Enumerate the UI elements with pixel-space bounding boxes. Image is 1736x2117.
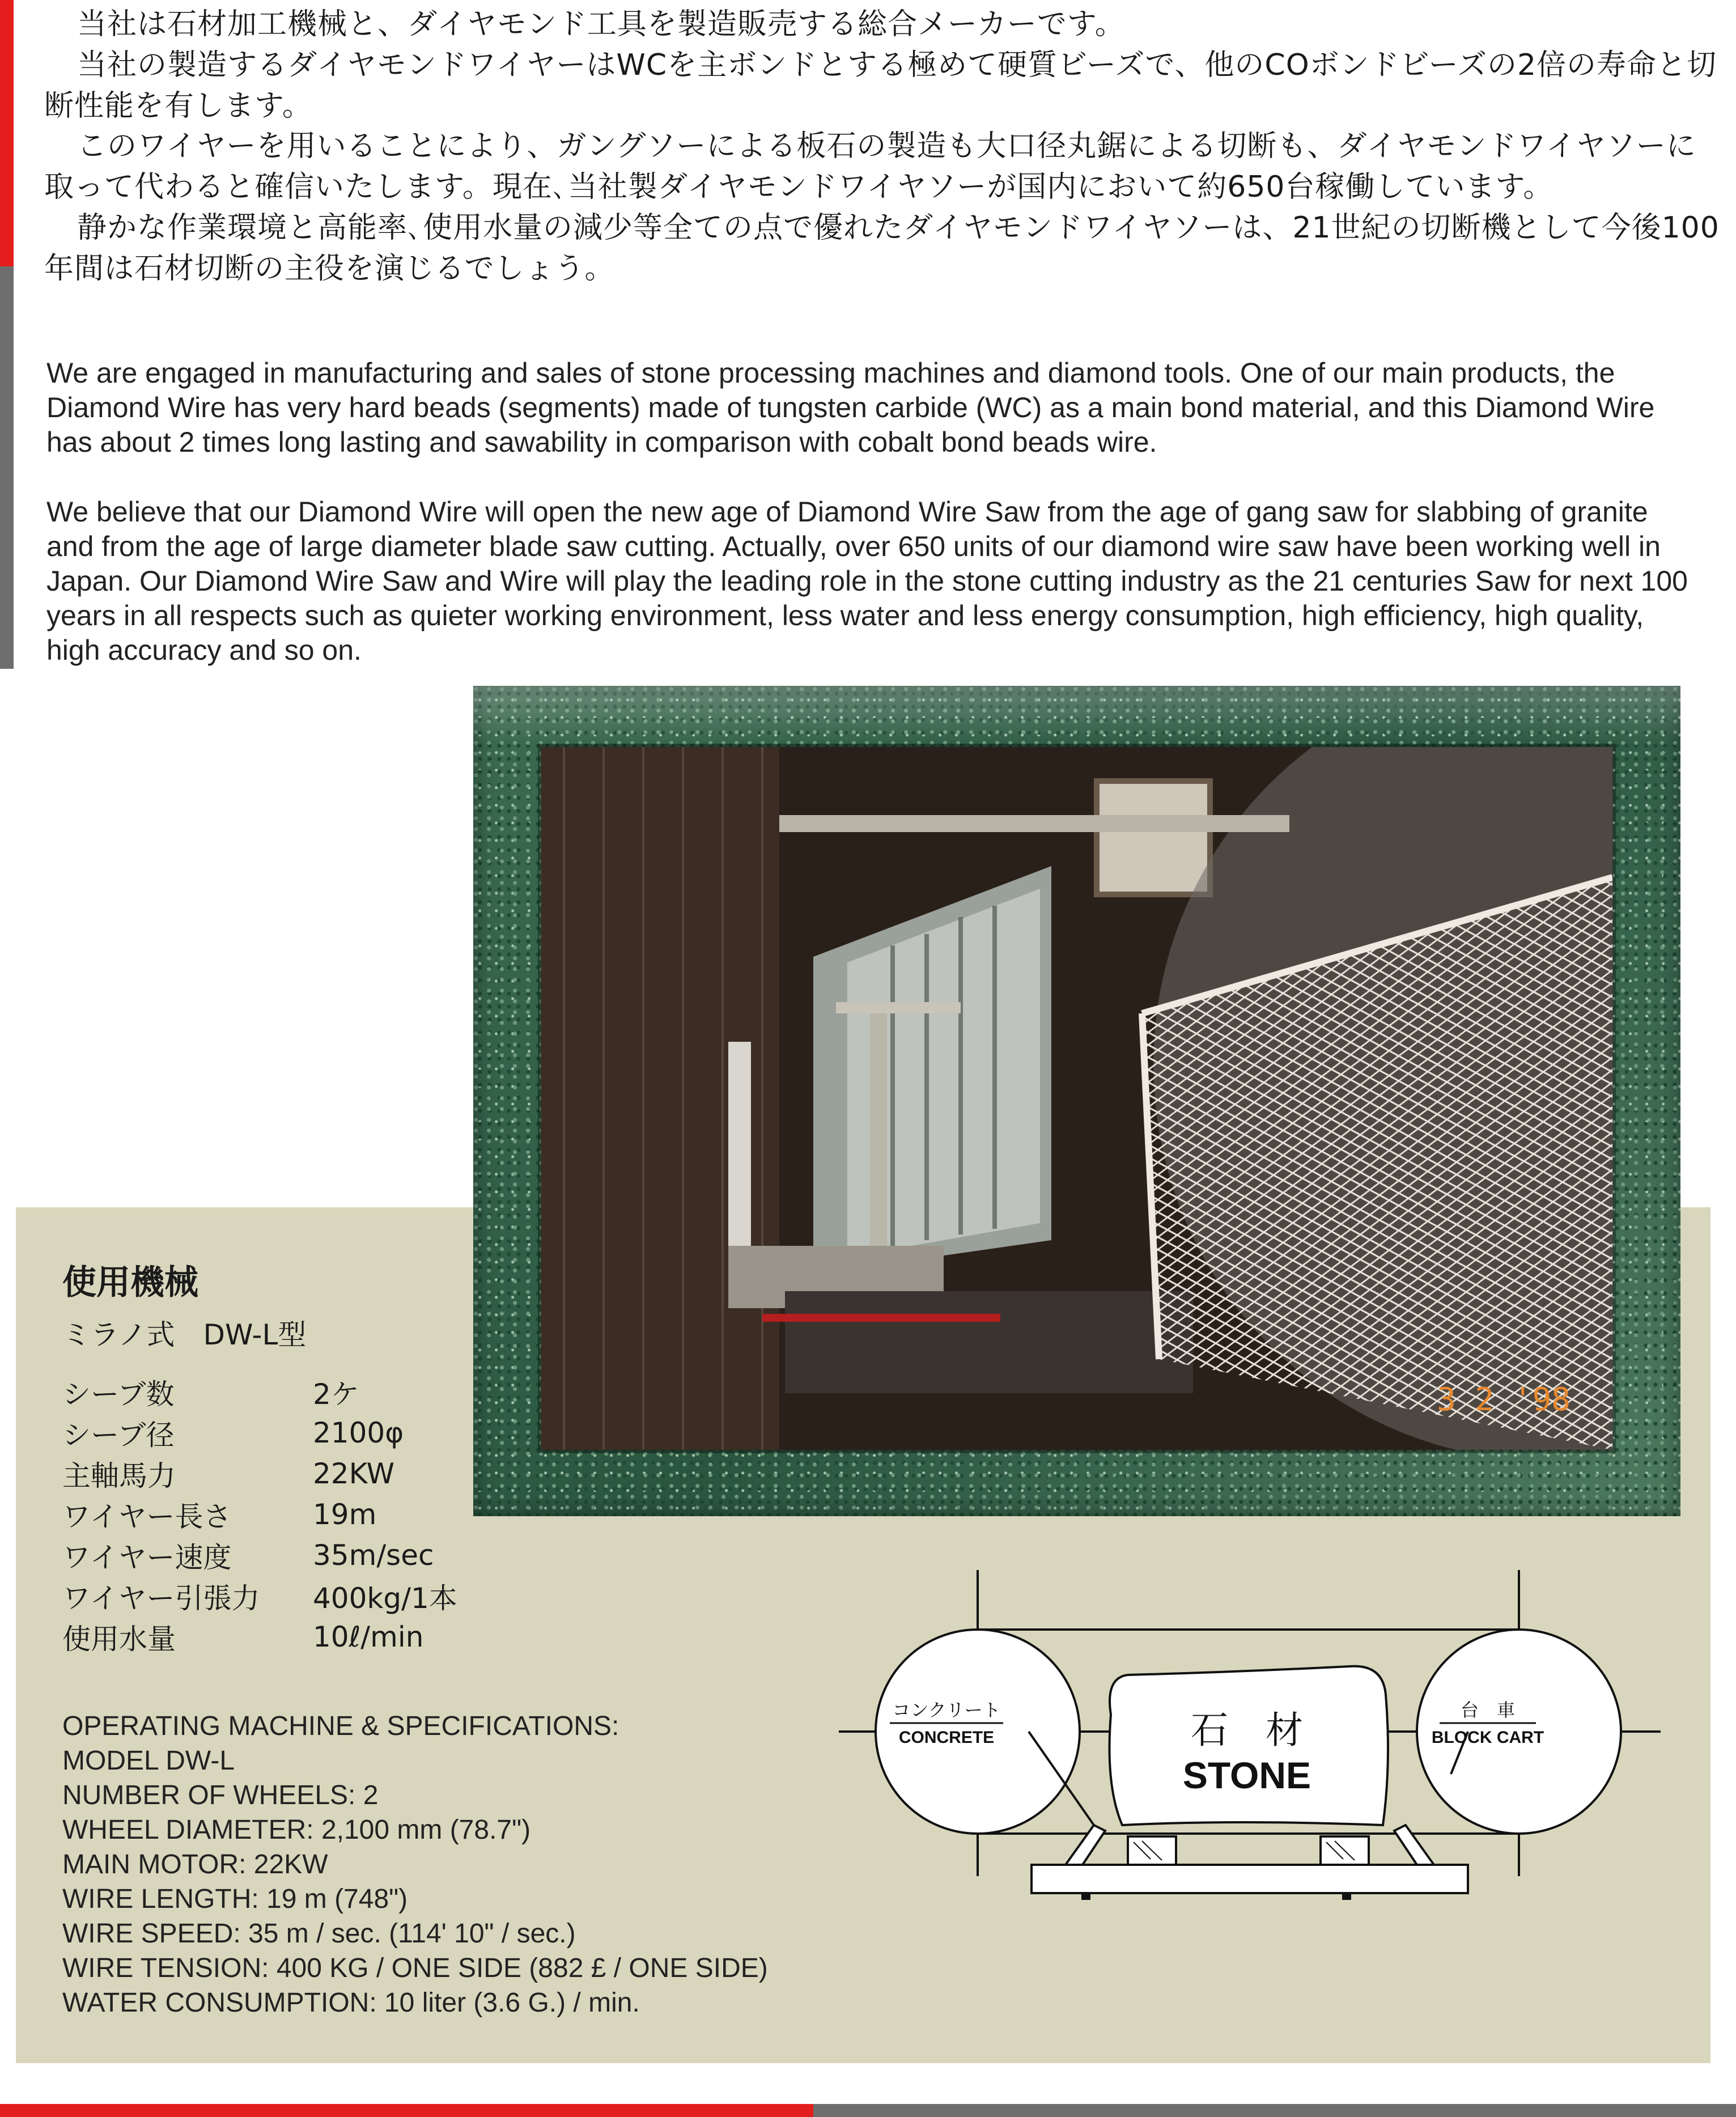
granite-photo-frame — [473, 686, 1680, 1516]
diagram-cart-jp-label: 台 車 — [1460, 1699, 1516, 1721]
jp-paragraph: 当社は石材加工機械と、ダイヤモンド工具を製造販売する総合メーカーです。 — [77, 7, 1125, 41]
side-accent-red — [0, 0, 14, 266]
english-intro — [46, 356, 1690, 703]
spec-row — [62, 1453, 457, 1494]
frame-bevel — [473, 686, 1680, 743]
spec-value: 19m — [313, 1498, 377, 1531]
spec-label: シーブ数 — [62, 1378, 175, 1411]
spec-value: 10ℓ/min — [313, 1620, 424, 1653]
spec-table-jp — [62, 1372, 457, 1657]
spec-value: 22KW — [313, 1457, 395, 1490]
spec-label: シーブ径 — [62, 1419, 175, 1452]
spec-value: 2100φ — [313, 1416, 404, 1449]
spec-row — [62, 1412, 457, 1453]
spec-label: ワイヤー引張力 — [62, 1582, 260, 1615]
diagram-stone-en-label: STONE — [1182, 1754, 1311, 1796]
spec-line: OPERATING MACHINE & SPECIFICATIONS: — [62, 1711, 619, 1741]
spec-value: 400kg/1本 — [313, 1582, 457, 1615]
spec-row — [62, 1372, 457, 1412]
spec-list-en — [62, 1709, 768, 2020]
jp-paragraph: 当社の製造するダイヤモンドワイヤーはWCを主ボンドとする極めて硬質ビーズで、他のCOボンドビーズの2倍の寿命と切断性能を有します。 — [44, 48, 1717, 123]
diagram-concrete-jp-label: コンクリート — [892, 1699, 1001, 1721]
japanese-intro — [44, 5, 1722, 289]
spec-row — [62, 1576, 457, 1617]
bottom-accent-red — [0, 2104, 813, 2117]
spec-label: ワイヤー速度 — [62, 1541, 232, 1574]
bottom-accent-grey — [813, 2104, 1736, 2117]
spec-row — [62, 1494, 457, 1535]
spec-line: WATER CONSUMPTION: 10 liter (3.6 G.) / min. — [62, 1988, 640, 2018]
spec-value: 35m/sec — [313, 1539, 434, 1572]
spec-line: WIRE LENGTH: 19 m (748") — [62, 1884, 408, 1914]
diagram-cart-en-label: BLOCK CART — [1431, 1728, 1544, 1747]
spec-label: 主軸馬力 — [62, 1460, 176, 1492]
spec-line: MODEL DW-L — [62, 1746, 235, 1776]
spec-line: WIRE TENSION: 400 KG / ONE SIDE (882 £ / ONE SIDE) — [62, 1953, 768, 1983]
spec-line: NUMBER OF WHEELS: 2 — [62, 1780, 379, 1810]
spec-line: WHEEL DIAMETER: 2,100 mm (78.7") — [62, 1815, 531, 1845]
diagram-concrete-en-label: CONCRETE — [898, 1728, 995, 1747]
wire-saw-photo-illustration — [541, 747, 1612, 1450]
jp-paragraph: 静かな作業環境と高能率､使用水量の減少等全ての点で優れたダイヤモンドワイヤソーは、21世紀の切断機として今後100年間は石材切断の主役を演じるでしょう。 — [44, 210, 1720, 286]
spec-line: MAIN MOTOR: 22KW — [62, 1849, 328, 1880]
spec-row — [62, 1535, 457, 1576]
jp-paragraph: このワイヤーを用いることにより、ガングソーによる板石の製造も大口径丸鋸による切断も、ダイヤモンドワイヤソーに取って代わると確信いたします。現在､当社製ダイヤモンドワイヤソーが国内において約650台稼働しています。 — [44, 129, 1696, 204]
spec-title-jp: 使用機械 — [62, 1263, 198, 1303]
spec-row — [62, 1617, 457, 1657]
diagram-stone-jp-label: 石 材 — [1191, 1708, 1303, 1752]
side-accent-grey — [0, 266, 14, 669]
en-paragraph: We are engaged in manufacturing and sales of stone processing machines and diamond tools. One of our main products, the Diamond Wire has very hard beads (segments) made of tungsten carbide (WC) as a main bond material, and this Diamond Wire has about 2 times long lasting and sawability in comparison with cobalt bond beads wire. — [46, 357, 1655, 458]
spec-label: ワイヤー長さ — [62, 1500, 232, 1533]
diagram-drawing — [839, 1559, 1672, 1927]
photo-date-stamp: 3 2 '98 — [1437, 1381, 1571, 1418]
wire-saw-diagram — [839, 1559, 1672, 1927]
spec-line: WIRE SPEED: 35 m / sec. (114' 10" / sec.) — [62, 1919, 576, 1949]
spec-label: 使用水量 — [62, 1623, 176, 1656]
machine-photo — [541, 747, 1612, 1450]
en-paragraph: We believe that our Diamond Wire will open the new age of Diamond Wire Saw from the age of gang saw for slabbing of granite and from the age of large diameter blade saw cutting. Actually, over 650 units of our diamond wire saw have been working well in Japan. Our Diamond Wire Saw and Wire will play the leading role in the stone cutting industry as the 21 centuries Saw for next 100 years in all respects such as quieter working environment, less water and less energy consumption, high efficiency, high quality, high accuracy and so on. — [46, 496, 1688, 666]
spec-value: 2ケ — [313, 1378, 359, 1411]
spec-model-jp: ミラノ式 DW-L型 — [62, 1318, 307, 1351]
